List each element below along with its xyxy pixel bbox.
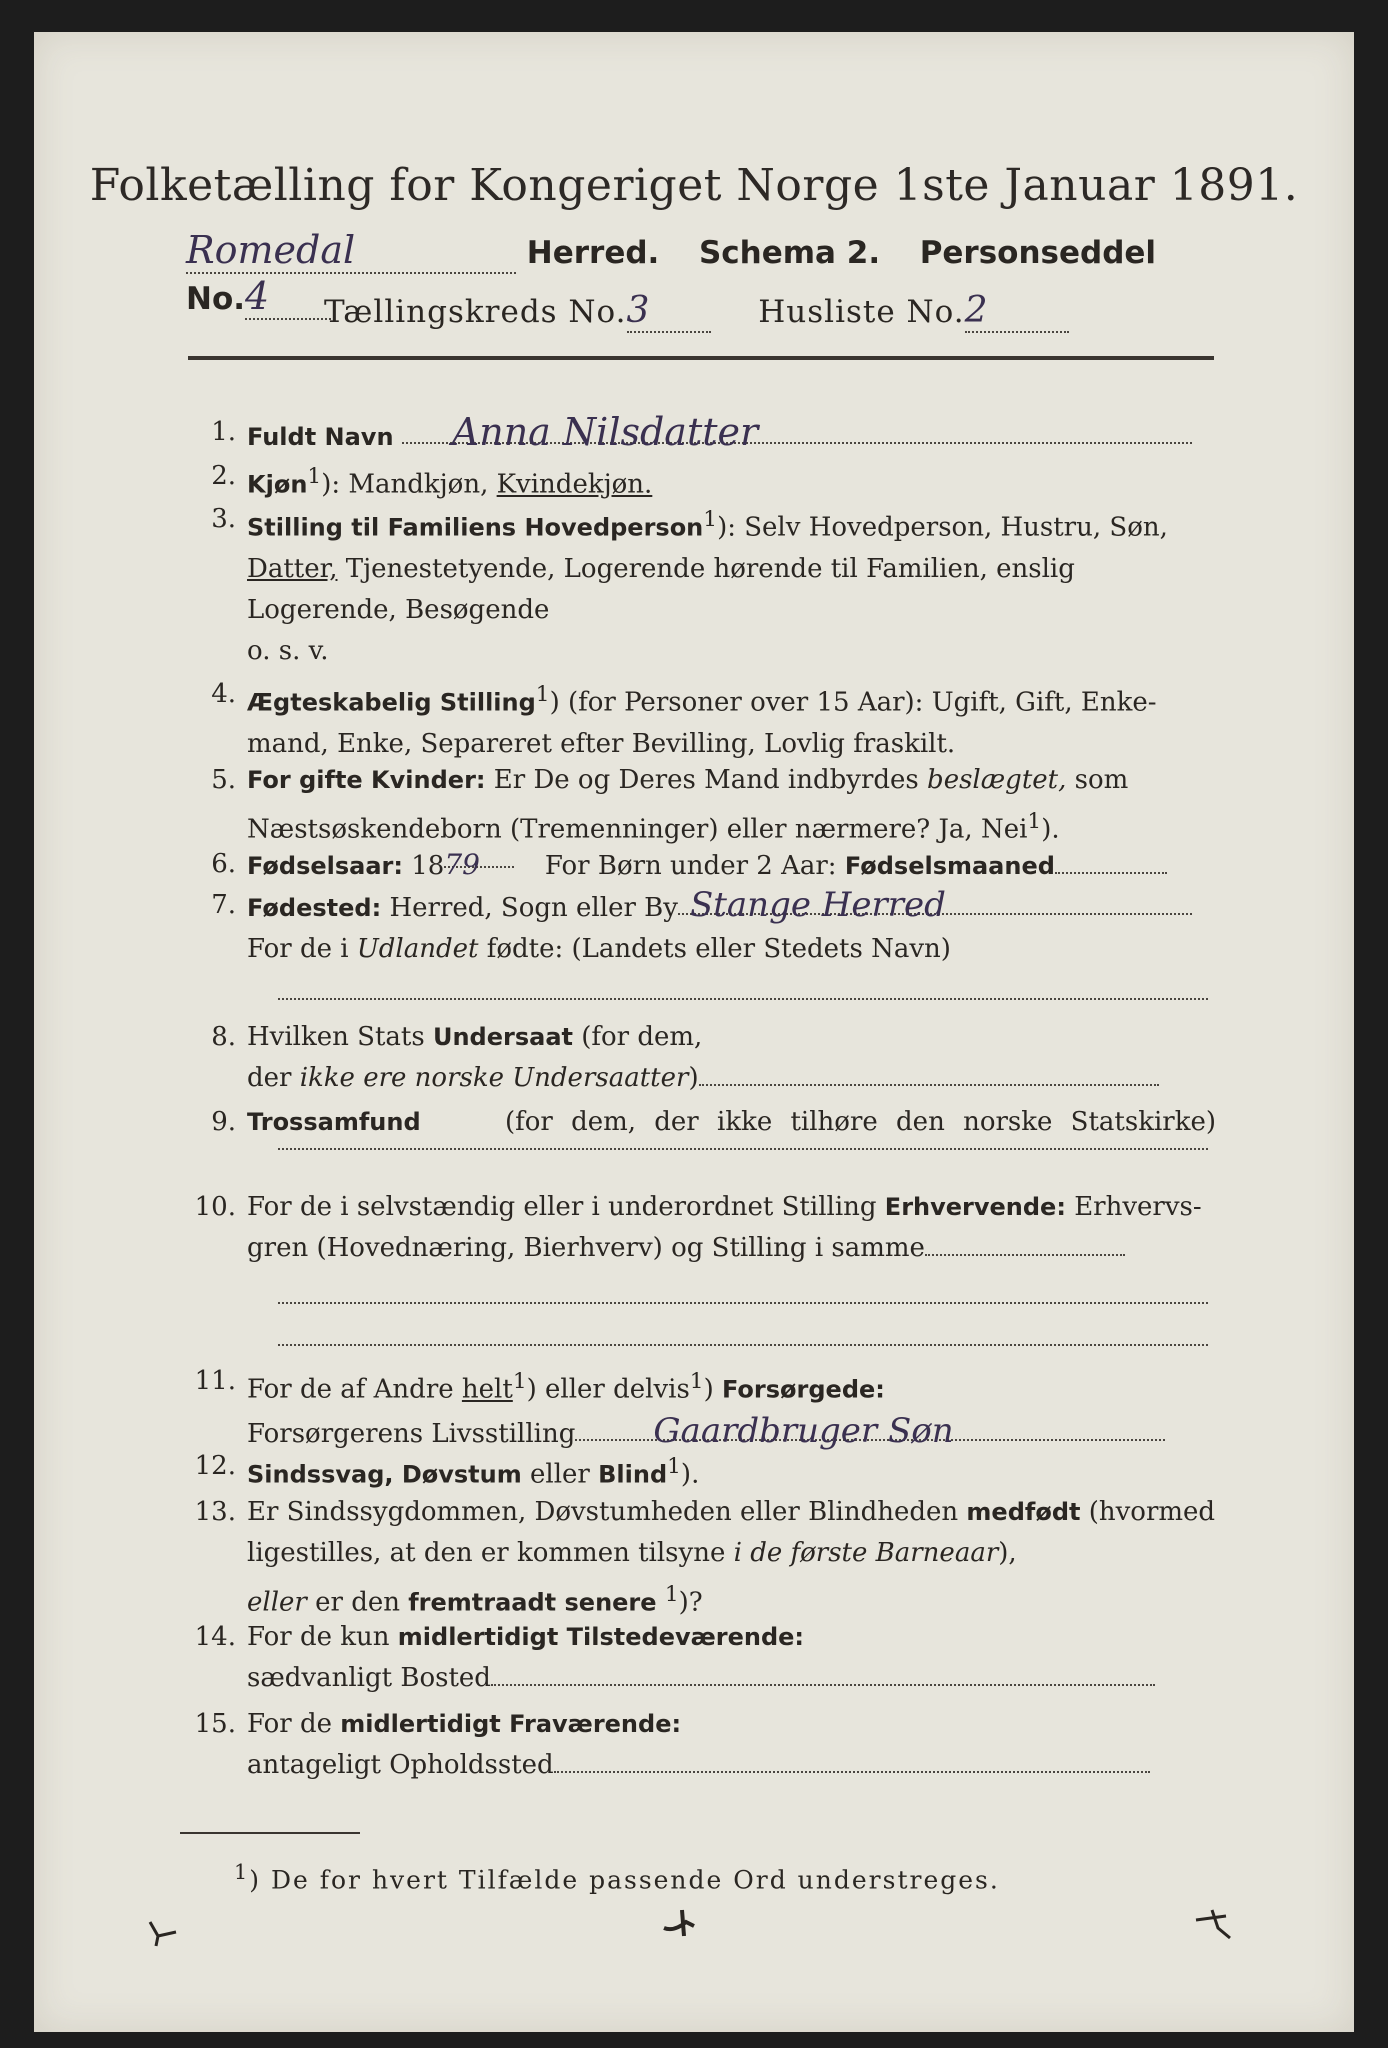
full-name-label: Fuldt Navn [247, 423, 394, 451]
form-title: Folketælling for Kongeriget Norge 1ste Januar 1891. [89, 160, 1299, 211]
item-1-full-name: 1. Fuldt Navn Anna Nilsdatter [176, 412, 1216, 456]
birth-year-value: 79 [444, 844, 514, 868]
corner-mark-right [1190, 1904, 1236, 1952]
position-selected: Datter, [247, 553, 338, 584]
schema-label: Schema 2. [698, 235, 881, 271]
corner-mark-left [146, 1914, 186, 1958]
kreds-value: 3 [627, 290, 711, 333]
husliste-label: Husliste No. [758, 294, 965, 330]
footnote-rule [180, 1832, 360, 1834]
herred-label: Herred. [526, 235, 660, 271]
personseddel-value: 4 [245, 274, 335, 320]
census-form-page: Folketælling for Kongeriget Norge 1ste Januar 1891. Romedal Herred. Schema 2. Personseddel No.4 Tællingskreds No.3 Husliste No.2 1. Fuldt Navn Anna Nilsdatter 2. Kjøn$^1$): Mandkjøn, Kvindekjøn. 3. Stilling til Familiens Hovedperson$^1$): Selv Hovedperson, Hustru, Søn, Datter, Tjenestetyende, Logerende hørende til Familien, enslig Logerende, Besøgende o. s. v. 4. Ægteskabelig Stilling$^1$) (for Personer over 15 Aar): Ugift, Gift, Enke- mand, Enke, Separeret efter Bevilling, Lovlig fraskilt. 5. For gifte Kvinder: Er De og Deres Mand indbyrdes beslægtet, som Næstsøskendeborn (Tremenninger) eller nærmere? Ja, Nei$^1$). 6. Fødselsaar: 1879 For Børn under 2 Aar: Fødselsmaaned 7. Fødested: Herred, Sogn eller By Stange Herred For de i Udlandet fødte: (Landets eller Stedets Navn) 8. Hvilken Stats Undersaat (for dem, der ikke ere norske Undersaatter) 9. Trossamfund (for dem, der ikke tilhøre den norske Statskirke) 10. For de i selvstændig eller i underordnet Stilling Erhvervende: Erhvervs- gren (Hovednæring, Bierhverv) og Stilling i samme 11. For de af Andre helt$^1$) eller delvis$^1$) Forsørgede: Forsørgerens Livsstilling Gaardbruger Søn 12. Sindssvag, Døvstum eller Blind$^1$). 13. Er Sindssygdommen, Døvstumheden eller Blindheden medfødt (hvormed ligestilles, at den er kommen tilsyne i de første Barneaar), eller er den fremtraadt senere $^1$)? 14. For de kun midlertidigt Tilstedeværende: sædvanligt Bosted 15. For de midlertidigt Fraværende: antageligt Opholdssted $^1$) De for hvert Tilfælde passende Ord understreges. [34, 32, 1354, 2032]
full-name-value: Anna Nilsdatter [402, 412, 1192, 444]
header-rule [188, 356, 1214, 360]
supported-selected: helt [461, 1374, 513, 1405]
birthplace-value: Stange Herred [678, 885, 1192, 915]
footnote: $^1$) De for hvert Tilfælde passende Ord understreges. [234, 1860, 1000, 1895]
center-mark [656, 1902, 704, 1954]
provider-occupation-value: Gaardbruger Søn [575, 1411, 1165, 1441]
personseddel-label: Personseddel No. [186, 235, 1157, 317]
herred-value: Romedal [186, 228, 516, 274]
gender-selected: Kvindekjøn. [496, 469, 653, 500]
husliste-value: 2 [965, 290, 1069, 333]
kreds-line [324, 290, 1069, 333]
kreds-label: Tællingskreds No. [324, 294, 627, 330]
